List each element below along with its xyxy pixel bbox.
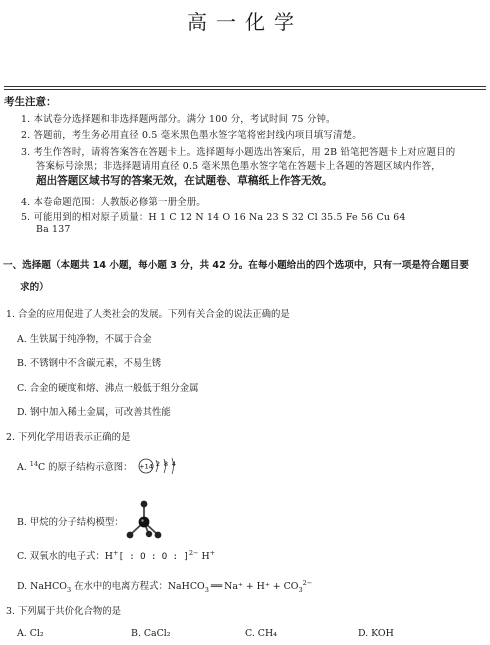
option-c-h2: H xyxy=(198,551,210,562)
option-c-charge: 2− xyxy=(188,548,199,557)
question-3-option-c: C. CH₄ xyxy=(245,628,277,639)
option-d-sub-2: 3 xyxy=(204,585,209,594)
notice-heading: 考生注意： xyxy=(4,96,57,108)
question-2-stem: 2. 下列化学用语表示正确的是 xyxy=(6,432,131,443)
question-2-option-b xyxy=(17,514,124,528)
header-rule-top xyxy=(4,86,486,87)
option-d-charge: 2− xyxy=(302,578,313,587)
question-1-option-a: A. 生铁属于纯净物，不属于合金 xyxy=(17,334,152,345)
question-1-stem: 1. 合金的应用促进了人类社会的发展。下列有关合金的说法正确的是 xyxy=(6,309,290,320)
option-d-products: Na⁺ + H⁺ + CO xyxy=(224,581,299,592)
isotope-element: C xyxy=(38,462,46,473)
header-rule-bottom xyxy=(4,89,486,90)
peroxide-electron-dot: [ : O : O : ] xyxy=(118,552,189,562)
question-3-stem: 3. 下列属于共价化合物的是 xyxy=(6,606,122,617)
section-heading-line2: 求的） xyxy=(20,282,49,293)
equation-arrow: ══ xyxy=(210,581,223,592)
option-c-plus-2: + xyxy=(209,548,216,557)
shell-3-electrons: 4 xyxy=(171,460,176,468)
question-3-option-d: D. KOH xyxy=(358,628,394,639)
option-d-sub-1: 3 xyxy=(66,585,72,594)
question-1-option-c: C. 合金的硬度和熔、沸点一般低于组分金属 xyxy=(17,383,199,394)
notice-line-5: 5. 可能用到的相对原子质量：H 1 C 12 N 14 O 16 Na 23 S 32 Cl 35.5 Fe 56 Cu 64 xyxy=(21,212,406,223)
option-c-prefix: C. 双氧水的电子式：H xyxy=(17,551,113,562)
option-d-sub-3: 3 xyxy=(298,585,303,594)
atom-structure-diagram xyxy=(137,456,181,476)
notice-line-3: 3. 考生作答时，请将答案答在答题卡上。选择题每小题选出答案后，用 2B 铅笔把答题卡上对应题目的 xyxy=(21,147,456,158)
shell-1-electrons: 2 xyxy=(155,460,160,468)
question-1-option-d: D. 钢中加入稀土金属，可改善其性能 xyxy=(17,407,171,418)
section-heading-line1: 一、选择题（本题共 14 小题，每小题 3 分，共 42 分。在每小题给出的四个选项中，只有一项是符合题目要 xyxy=(3,260,469,271)
option-a-text: 的原子结构示意图： xyxy=(45,462,133,473)
notice-line-3-cont: 答案标号涂黑；非选择题请用直径 0.5 毫米黑色墨水签字笔在答题卡上各题的答题区域内作答， xyxy=(36,161,441,172)
option-a-prefix: A. xyxy=(17,462,30,473)
notice-line-1: 1. 本试卷分选择题和非选择题两部分。满分 100 分，考试时间 75 分钟。 xyxy=(21,114,336,125)
option-d-mid: 在水中的电离方程式：NaHCO xyxy=(71,581,205,592)
notice-line-2: 2. 答题前，考生务必用直径 0.5 毫米黑色墨水签字笔将密封线内项目填写清楚。 xyxy=(21,130,362,141)
notice-line-4: 4. 本卷命题范围：人教版必修第一册全册。 xyxy=(21,197,206,208)
option-d-prefix: D. NaHCO xyxy=(17,581,67,592)
notice-line-5-cont: Ba 137 xyxy=(36,224,71,235)
page-title: 高一化学 xyxy=(187,10,303,34)
question-3-option-a: A. Cl₂ xyxy=(17,628,44,639)
question-2-option-a xyxy=(17,459,181,476)
methane-molecule-model xyxy=(124,499,164,545)
option-c-plus-1: + xyxy=(112,548,119,557)
question-2-option-c xyxy=(17,548,215,562)
question-1-option-b: B. 不锈钢中不含碳元素，不易生锈 xyxy=(17,358,162,369)
shell-2-electrons: 8 xyxy=(163,460,168,468)
isotope-mass: 14 xyxy=(29,459,39,468)
notice-line-3-bold: 超出答题区域书写的答案无效，在试题卷、草稿纸上作答无效。 xyxy=(36,175,333,187)
question-2-option-d xyxy=(17,578,312,594)
nucleus-charge: +14 xyxy=(138,462,153,471)
question-3-option-b: B. CaCl₂ xyxy=(131,628,171,639)
option-b-text: B. 甲烷的分子结构模型： xyxy=(17,517,124,528)
